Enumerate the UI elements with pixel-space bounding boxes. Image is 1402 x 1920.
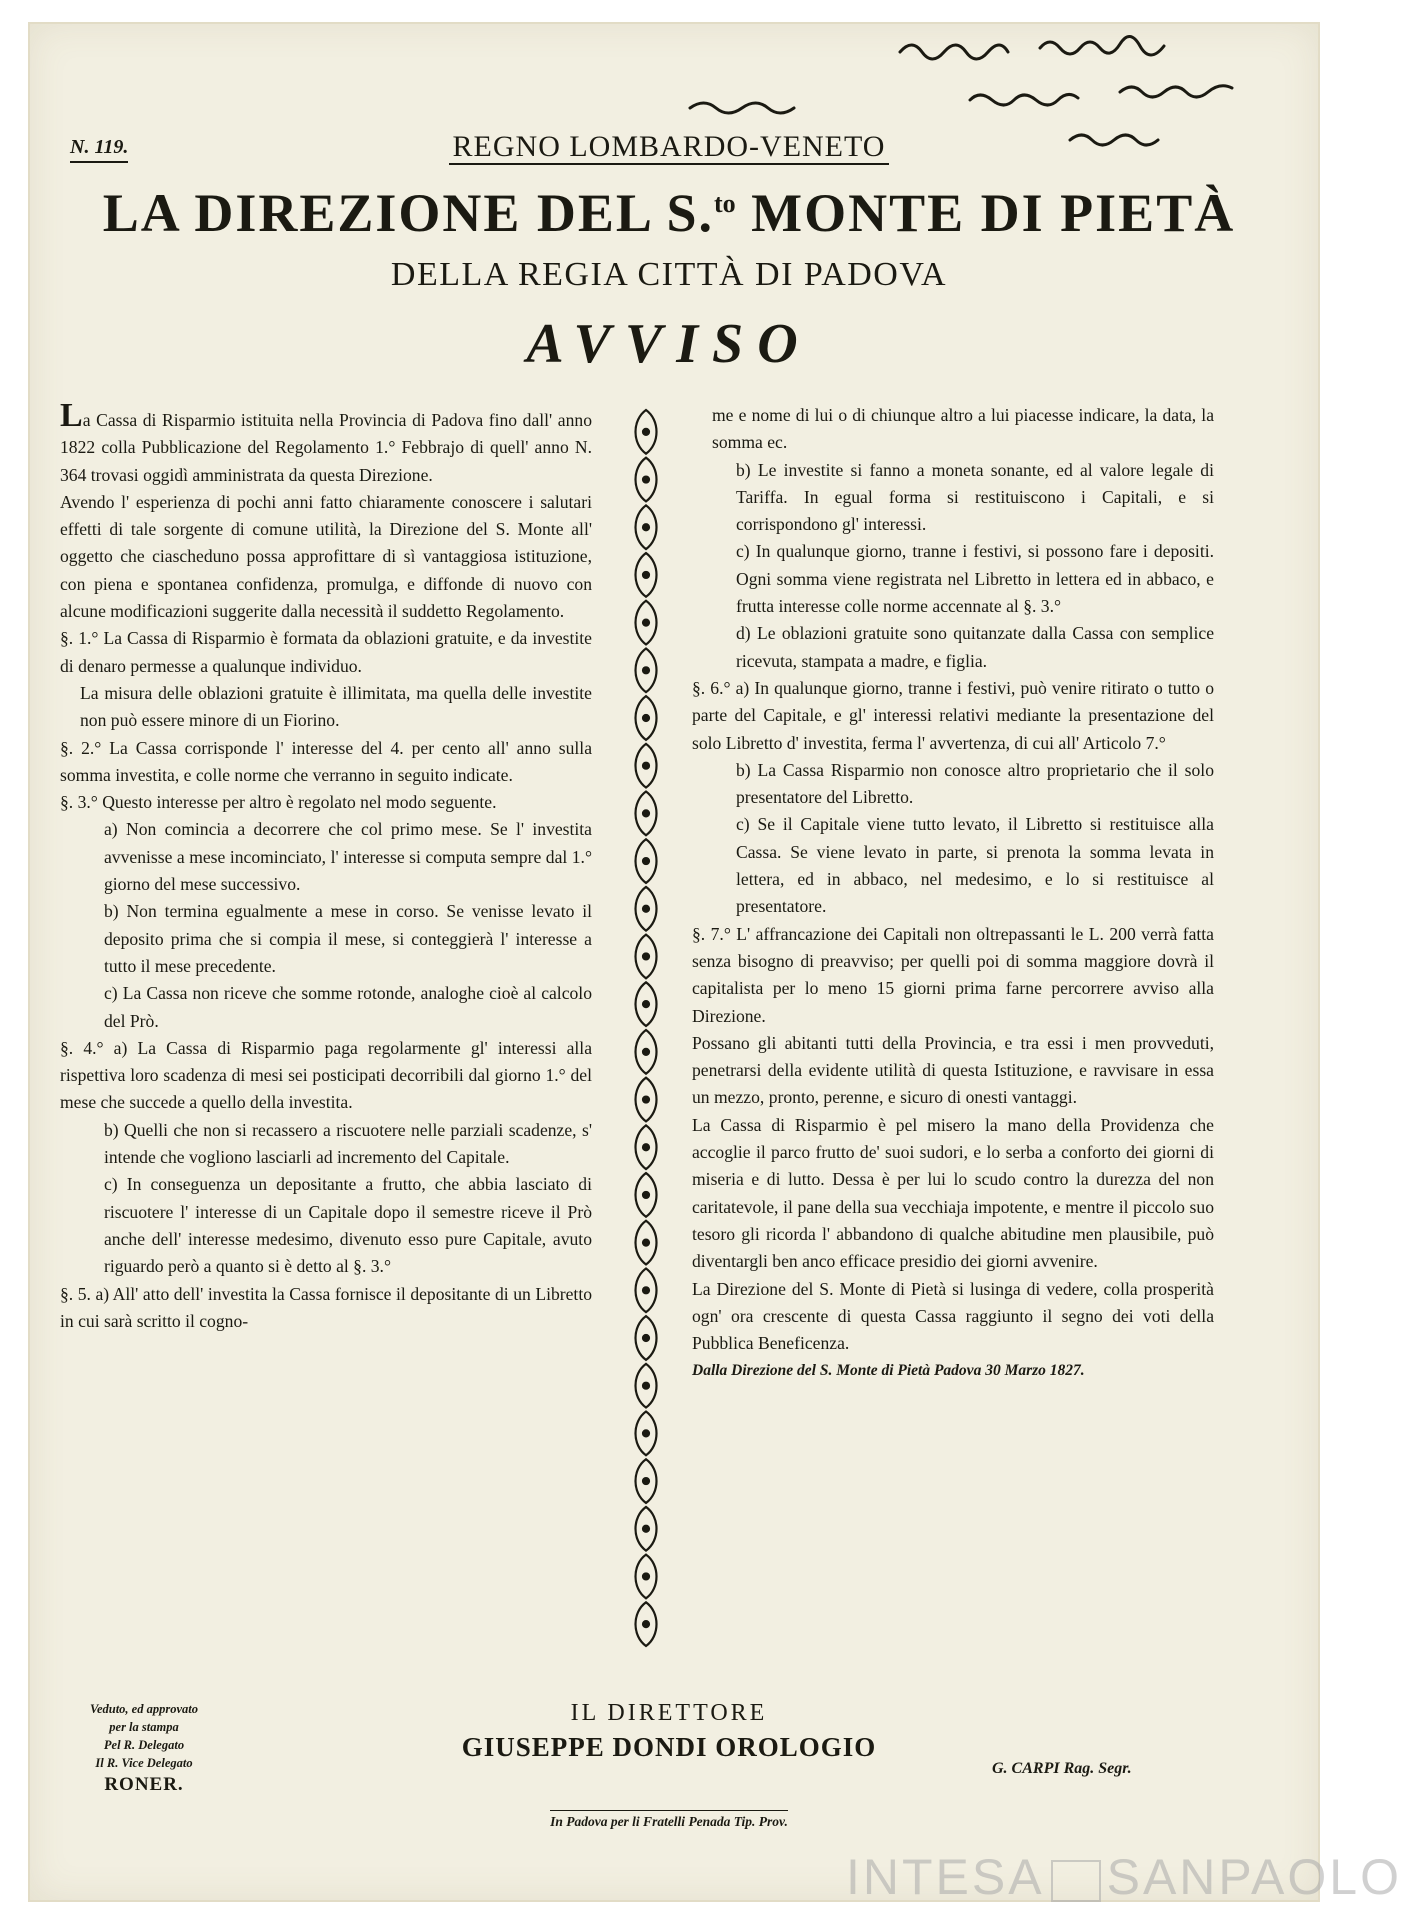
ornament-bead (643, 667, 649, 673)
serial-number: N. 119. (70, 136, 128, 163)
clause: d) Le oblazioni gratuite sono quitanzate dalla Cassa con semplice ricevuta, stampata a madre, e figlia. (736, 623, 1214, 671)
ornament-bead (643, 1383, 649, 1389)
secretary-signature: G. CARPI Rag. Segr. (992, 1760, 1132, 1777)
paragraph: La misura delle oblazioni gratuite è illimitata, ma quella delle investite non può essere minore di un Fiorino. (80, 682, 592, 731)
kingdom-heading: REGNO LOMBARDO-VENETO (0, 130, 1338, 164)
date-line: Dalla Direzione del S. Monte di Pietà Padova 30 Marzo 1827. (692, 1362, 1085, 1380)
ornament-bead (643, 477, 649, 483)
notice-heading: AVVISO (526, 313, 812, 375)
ornament-bead (643, 858, 649, 864)
watermark-logo: INTESA SANPAOLO (846, 1849, 1402, 1905)
ornament-bead (643, 763, 649, 769)
director-name: GIUSEPPE DONDI OROLOGIO (461, 1732, 877, 1762)
ornament-bead (643, 1478, 649, 1484)
article-2: §. 2.° La Cassa corrisponde l' interesse del 4. per cento all' anno sulla somma investita, e colle norme che verranno in seguito indicate. (60, 737, 592, 785)
subtitle: DELLA REGIA CITTÀ DI PADOVA (390, 256, 948, 293)
ornament-bead (643, 572, 649, 578)
ornament-bead (643, 1144, 649, 1150)
paragraph: Avendo l' esperienza di pochi anni fatto chiaramente conoscere i salutari effetti di tale sorgente di comune utilità, la Direzione del S. Monte all' oggetto che ciascheduno possa approfittare di sì vantaggiosa istituzione, con piena e spontanea confidenza, promulga, e diffonde di nuovo con alcune modificazioni suggerite dalla necessità il suddetto Regolamento. (60, 491, 592, 622)
printer-line: In Padova per li Fratelli Penada Tip. Prov. (0, 1814, 1338, 1830)
clause: c) La Cassa non riceve che somme rotonde, analoghe cioè al calcolo del Prò. (104, 983, 592, 1031)
right-column (692, 402, 1214, 1385)
paragraph: Possano gli abitanti tutti della Provincia, e tra essi i men provveduti, penetrarsi della evidente utilità di questa Istituzione, e ravvisare in essa un mezzo, pronto, perenne, e sicuro di onesti vantaggi. (692, 1032, 1214, 1108)
approval-name: RONER. (104, 1774, 184, 1795)
approval-line: Veduto, ed approvato (90, 1702, 198, 1716)
ornament-bead (643, 715, 649, 721)
clause: b) Quelli che non si recassero a riscuotere nelle parziali scadenze, s' intende che vogliono lasciarli ad incremento del Capitale. (104, 1119, 592, 1168)
paragraph: La Cassa di Risparmio istituita nella Provincia di Padova fino dall' anno 1822 colla Pubblicazione del Regolamento 1.° Febbrajo di quell' anno N. 364 trovasi oggidì amministrata da questa Direzione. (60, 397, 592, 485)
ornament-bead (643, 524, 649, 530)
clause: c) In conseguenza un depositante a frutto, che abbia lasciato di riscuotere l' interesse di un Capitale dopo il semestre riceve il Prò anche dell' interesse medesimo, divenuto esso pure Capitale, avuto riguardo però a quanto si è detto al §. 3.° (104, 1174, 592, 1277)
ornament-bead (643, 906, 649, 912)
ornament-bead (643, 1240, 649, 1246)
article-4: §. 4.° a) La Cassa di Risparmio paga regolarmente gl' interessi alla rispettiva loro scadenza di mesi sei posticipati decorribili dal giorno 1.° del mese che succede a quello della investita. (60, 1037, 592, 1113)
article-5: §. 5. a) All' atto dell' investita la Cassa fornisce il depositante di un Libretto in cui sarà scritto il cogno- (60, 1283, 592, 1331)
ornament-bead (643, 429, 649, 435)
left-column (60, 397, 592, 1335)
ornament-bead (643, 1287, 649, 1293)
article-7: §. 7.° L' affrancazione dei Capitali non oltrepassanti le L. 200 verrà fatta senza bisogno di preavviso; per quelli poi di somma maggiore dovrà il capitalista per lo meno 15 giorni prima farne percorrere avviso alla Direzione. (692, 923, 1214, 1026)
approval-line: Pel R. Delegato (103, 1738, 185, 1752)
ornament-bead (643, 1001, 649, 1007)
clause: c) Se il Capitale viene tutto levato, il Libretto si restituisce alla Cassa. Se viene levato in parte, si prenota la somma levata in lettera, ed in abbaco, nel medesimo, e lo si restituisce al presentatore. (736, 814, 1214, 917)
ornament-bead (643, 810, 649, 816)
paragraph: me e nome di lui o di chiunque altro a lui piacesse indicare, la data, la somma ec. (712, 405, 1214, 453)
article-3: §. 3.° Questo interesse per altro è regolato nel modo seguente. (60, 792, 497, 813)
approval-line: Il R. Vice Delegato (95, 1756, 193, 1770)
ornament-bead (643, 1621, 649, 1627)
ornament-bead (643, 1097, 649, 1103)
article-6: §. 6.° a) In qualunque giorno, tranne i festivi, può venire ritirato o tutto o parte del Capitale, e gl' interessi relativi mediante la presentazione del solo Libretto d' investita, ferma l' avvertenza, di cui all' Articolo 7.° (692, 677, 1214, 753)
ornament-bead (643, 1430, 649, 1436)
director-title: IL DIRETTORE (570, 1700, 768, 1726)
ornament-bead (643, 953, 649, 959)
clause: b) La Cassa Risparmio non conosce altro proprietario che il solo presentatore del Libretto. (736, 759, 1214, 808)
ornament-bead (643, 1335, 649, 1341)
clause: c) In qualunque giorno, tranne i festivi, si possono fare i depositi. Ogni somma viene registrata nel Libretto in lettera ed in abbaco, e frutta interesse colle norme accennate al §. 3.° (736, 541, 1214, 617)
article-1: §. 1.° La Cassa di Risparmio è formata da oblazioni gratuite, e da investite di denaro permesse a qualunque individuo. (60, 628, 592, 676)
ornament-bead (643, 620, 649, 626)
paragraph: La Cassa di Risparmio è pel misero la mano della Providenza che accoglie il parco frutto de' suoi sudori, e lo serba a conforto dei giorni di miseria e di lutto. Dessa è per lui lo scudo contro la durezza del non caritatevole, il pane della sua vecchiaja impotente, e mentre il piccolo suo tesoro gli ricorda l' abbandono di qualche abitudine men plausibile, può diventargli ben anco efficace presidio dei giorni avvenire. (692, 1114, 1214, 1272)
approval-line: per la stampa (109, 1720, 179, 1734)
main-title: LA DIREZIONE DEL S.$^{to}$ MONTE DI PIETÀ (102, 183, 1236, 243)
paragraph: La Direzione del S. Monte di Pietà si lusinga di vedere, colla prosperità ogn' ora crescente di questa Cassa raggiunto il segno dei voti della Pubblica Beneficenza. (692, 1278, 1214, 1354)
ornament-bead (643, 1049, 649, 1055)
clause: b) Non termina egualmente a mese in corso. Se venisse levato il deposito prima che si compia il mese, si conteggierà l' interesse a tutto il mese precedente. (104, 901, 592, 976)
ornament-bead (643, 1573, 649, 1579)
ornament-bead (643, 1526, 649, 1532)
ornament-bead (643, 1192, 649, 1198)
ornamental-column-divider (618, 408, 674, 1648)
clause: b) Le investite si fanno a moneta sonante, ed al valore legale di Tariffa. In egual forma si restituiscono i Capitali, e si corrispondono gl' interessi. (736, 459, 1214, 535)
clause: a) Non comincia a decorrere che col primo mese. Se l' investita avvenisse a mese incominciato, l' interesse si computa sempre dal 1.° giorno del mese successivo. (104, 819, 592, 895)
